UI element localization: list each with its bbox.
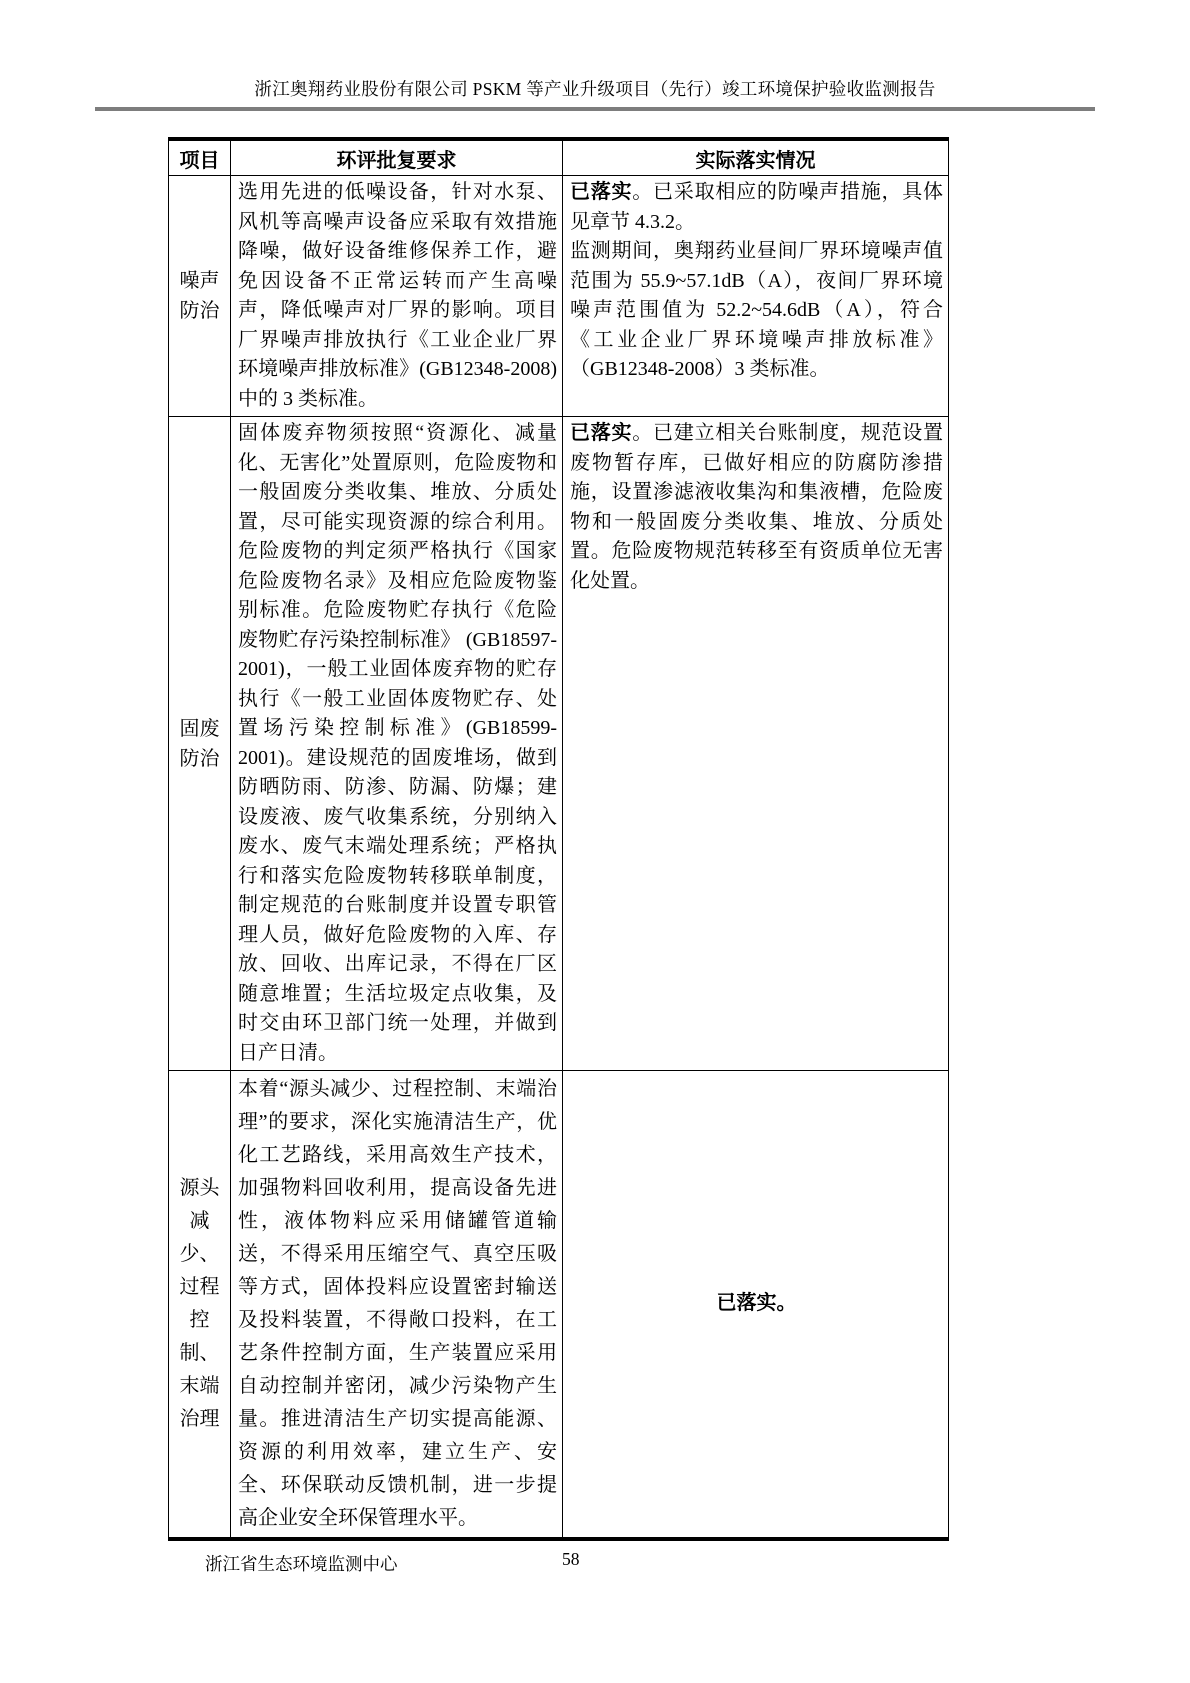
item-label-line: 防治	[179, 747, 220, 770]
compliance-table	[168, 137, 949, 1541]
status-paragraph	[570, 419, 943, 596]
status-text: 。	[776, 1292, 797, 1315]
status-paragraph	[570, 1289, 943, 1319]
item-label-line: 源头	[179, 1177, 220, 1199]
requirement-source-control	[231, 1071, 563, 1540]
status-lead: 已落实	[716, 1292, 777, 1315]
item-label-line: 过程	[179, 1276, 220, 1298]
status-solid-waste	[563, 417, 949, 1071]
table-row-source-control	[169, 1071, 949, 1540]
item-label-line: 少、	[179, 1243, 220, 1265]
item-label-line: 噪声	[179, 270, 220, 292]
item-label-solid-waste	[169, 417, 231, 1071]
status-lead: 已落实	[570, 422, 633, 444]
requirement-solid-waste	[231, 417, 563, 1071]
column-header-item: 项目	[169, 139, 231, 176]
status-lead: 已落实	[570, 181, 633, 203]
item-label-line: 控	[189, 1309, 210, 1331]
status-paragraph: 监测期间，奥翔药业昼间厂界环境噪声值范围为 55.9~57.1dB（A），夜间厂界环境噪声范围值为 52.2~54.6dB（A），符合《工业企业厂界环境噪声排放标准》（GB12348-2008）3 类标准。	[570, 240, 943, 380]
item-label-line: 制、	[179, 1342, 220, 1364]
column-header-requirement: 环评批复要求	[231, 139, 563, 176]
page-header-title: 浙江奥翔药业股份有限公司 PSKM 等产业升级项目（先行）竣工环境保护验收监测报告	[254, 79, 936, 99]
item-label-line: 固废	[179, 717, 220, 740]
item-label-line: 防治	[179, 300, 220, 322]
requirement-noise	[231, 176, 563, 417]
status-noise	[563, 176, 949, 417]
requirement-text: 选用先进的低噪设备，针对水泵、风机等高噪声设备应采取有效措施降噪，做好设备维修保养工作，避免因设备不正常运转而产生高噪声，降低噪声对厂界的影响。项目厂界噪声排放执行《工业企业厂界环境噪声排放标准》(GB12348-2008)中的 3 类标准。	[238, 181, 557, 410]
item-label-line: 减	[189, 1210, 210, 1232]
column-header-status: 实际落实情况	[563, 139, 949, 176]
status-paragraph	[570, 178, 943, 237]
table-row-solid-waste	[169, 417, 949, 1071]
footer-page-number: 58	[562, 1549, 580, 1569]
item-label-noise	[169, 176, 231, 417]
table-header-row	[169, 139, 949, 176]
table-row-noise	[169, 176, 949, 417]
item-label-source-control	[169, 1071, 231, 1540]
item-label-line: 末端	[179, 1375, 220, 1397]
status-source-control	[563, 1071, 949, 1540]
requirement-text: 本着“源头减少、过程控制、末端治理”的要求，深化实施清洁生产，优化工艺路线，采用高效生产技术，加强物料回收利用，提高设备先进性，液体物料应采用储罐管道输送，不得采用压缩空气、真空压吸等方式，固体投料应设置密封输送及投料装置，不得敞口投料，在工艺条件控制方面，生产装置应采用自动控制并密闭，减少污染物产生量。推进清洁生产切实提高能源、资源的利用效率，建立生产、安全、环保联动反馈机制，进一步提高企业安全环保管理水平。	[238, 1078, 557, 1529]
header-divider-rule	[95, 107, 1095, 111]
footer-organization: 浙江省生态环境监测中心	[205, 1554, 398, 1574]
status-text: 。已采取相应的防噪声措施，具体见章节 4.3.2。	[570, 181, 944, 233]
status-text: 。已建立相关台账制度，规范设置废物暂存库，已做好相应的防腐防渗措施，设置渗滤液收集沟和集液槽，危险废物和一般固废分类收集、堆放、分质处置。危险废物规范转移至有资质单位无害化处置。	[570, 422, 944, 592]
item-label-line: 治理	[179, 1408, 220, 1430]
requirement-text: 固体废弃物须按照“资源化、减量化、无害化”处置原则，危险废物和一般固废分类收集、堆放、分质处置，尽可能实现资源的综合利用。危险废物的判定须严格执行《国家危险废物名录》及相应危险废物鉴别标准。危险废物贮存执行《危险废物贮存污染控制标准》 (GB18597-2001)，一般工业固体废弃物的贮存执行《一般工业固体废物贮存、处置场污染控制标准》(GB18599-2001)。建设规范的固废堆场，做到防晒防雨、防渗、防漏、防爆；建设废液、废气收集系统，分别纳入废水、废气末端处理系统；严格执行和落实危险废物转移联单制度，制定规范的台账制度并设置专职管理人员，做好危险废物的入库、存放、回收、出库记录，不得在厂区随意堆置；生活垃圾定点收集，及时交由环卫部门统一处理，并做到日产日清。	[238, 422, 557, 1064]
